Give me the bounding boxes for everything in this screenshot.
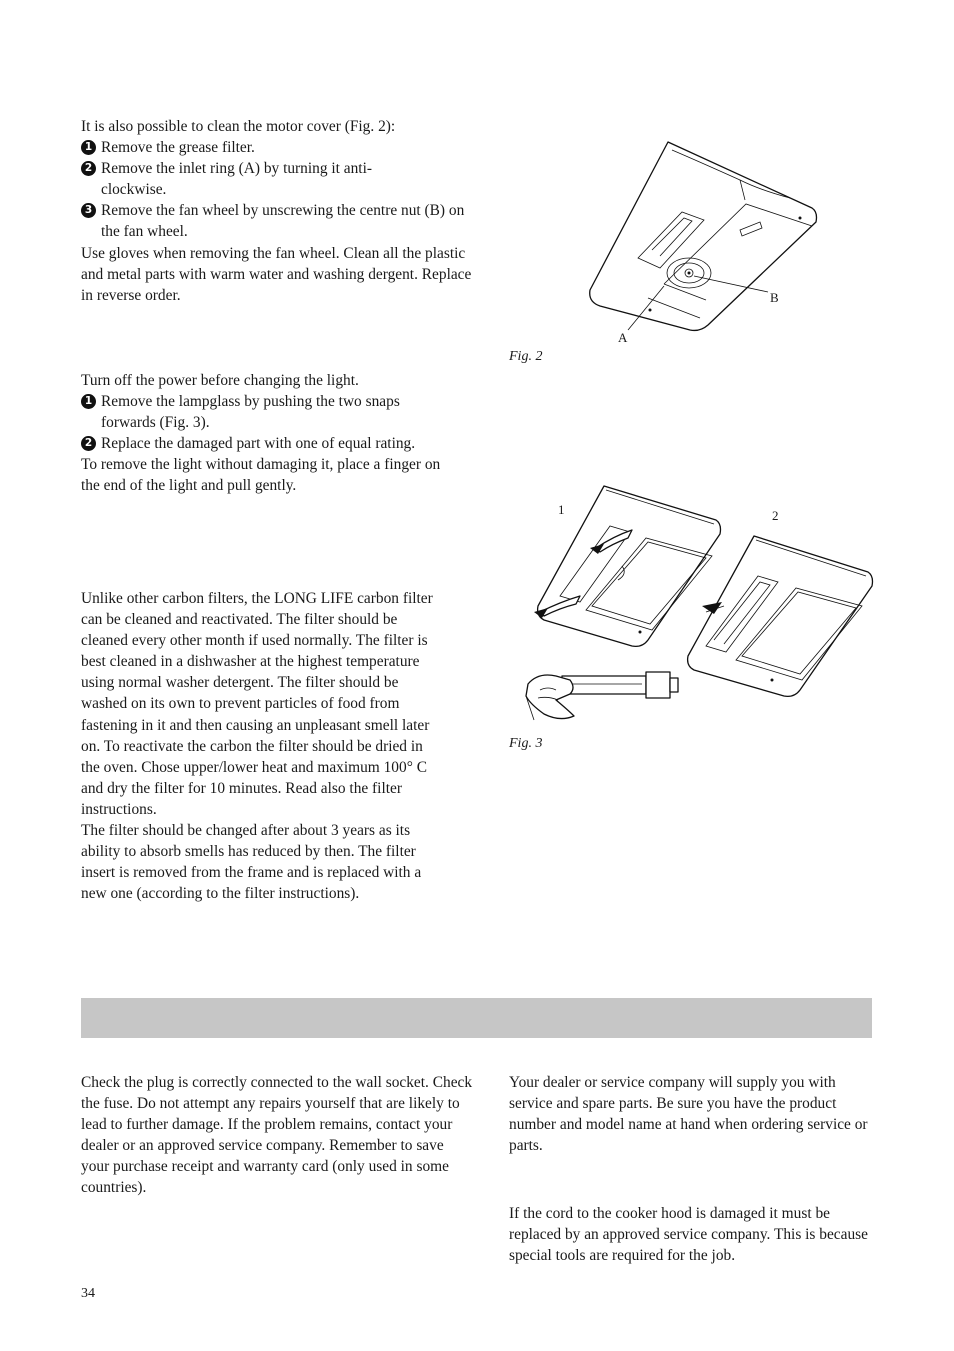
page-number: 34: [81, 1286, 95, 1301]
fig2-caption: Fig. 2: [509, 349, 543, 364]
fig3-caption: Fig. 3: [509, 736, 543, 751]
motor-cover-intro: It is also possible to clean the motor cover (Fig. 2):: [81, 118, 396, 135]
motor-step-text: Remove the inlet ring (A) by turning it anti-clockwise.: [101, 160, 372, 199]
step-number-badge: 2: [81, 436, 96, 451]
service-text: Your dealer or service company will supply you with service and spare parts. Be sure you have the product number and model name at hand when ordering service or parts.: [509, 1074, 868, 1155]
carbon-filter-paragraph-2: The filter should be changed after about 3 years as its ability to absorb smells has reduced by then. The filter insert is removed from the frame and is replaced with a new one (according to the filter instructions).: [81, 822, 422, 903]
service-section: [509, 1072, 871, 1156]
step-number-badge: 3: [81, 203, 96, 218]
light-step-text: Replace the damaged part with one of equal rating.: [101, 435, 416, 453]
cord-text: If the cord to the cooker hood is damaged it must be replaced by an approved service company. This is because special tools are required for the job.: [509, 1205, 868, 1265]
fig2-label-b: B: [770, 290, 779, 305]
light-intro: Turn off the power before changing the light.: [81, 372, 359, 389]
motor-step-text: Remove the grease filter.: [101, 139, 255, 157]
cord-section: [509, 1203, 871, 1266]
motor-cover-note: Use gloves when removing the fan wheel. Clean all the plastic and metal parts with warm water and washing dergent. Replace in reverse order.: [81, 244, 472, 304]
troubleshooting-section: [81, 1072, 473, 1199]
carbon-filter-paragraph-1: Unlike other carbon filters, the LONG LIFE carbon filter can be cleaned and reactivated. The filter should be cleaned every other month if used normally. The filter is best cleaned in a dishwasher at the highest temperature using normal washer detergent. The filter should be washed on its own to prevent particles of food from fastening in it and then causing an unpleasant smell later on. To reactivate the carbon the filter should be dried in the oven. Chose upper/lower heat and maximum 100° C and dry the filter for 10 minutes. Read also the filter instructions.: [81, 590, 433, 818]
step-number-badge: 1: [81, 140, 96, 155]
troubleshooting-text: Check the plug is correctly connected to the wall socket. Check the fuse. Do not attempt any repairs yourself that are likely to lead to further damage. If the problem remains, contact your dealer or an approved service company. Remember to save your purchase receipt and warranty card (only used in some countries).: [81, 1074, 473, 1197]
motor-step-text: Remove the fan wheel by unscrewing the centre nut (B) on the fan wheel.: [101, 202, 465, 241]
light-note: To remove the light without damaging it, place a finger on the end of the light and pull gently.: [81, 456, 441, 495]
fig2-label-a: A: [618, 330, 628, 345]
fig3-label-2: 2: [772, 508, 779, 523]
step-number-badge: 2: [81, 161, 96, 176]
section-header-bar: [81, 998, 872, 1038]
step-number-badge: 1: [81, 394, 96, 409]
fig3-label-1: 1: [558, 502, 565, 517]
light-step-text: Remove the lampglass by pushing the two snaps forwards (Fig. 3).: [101, 393, 400, 432]
